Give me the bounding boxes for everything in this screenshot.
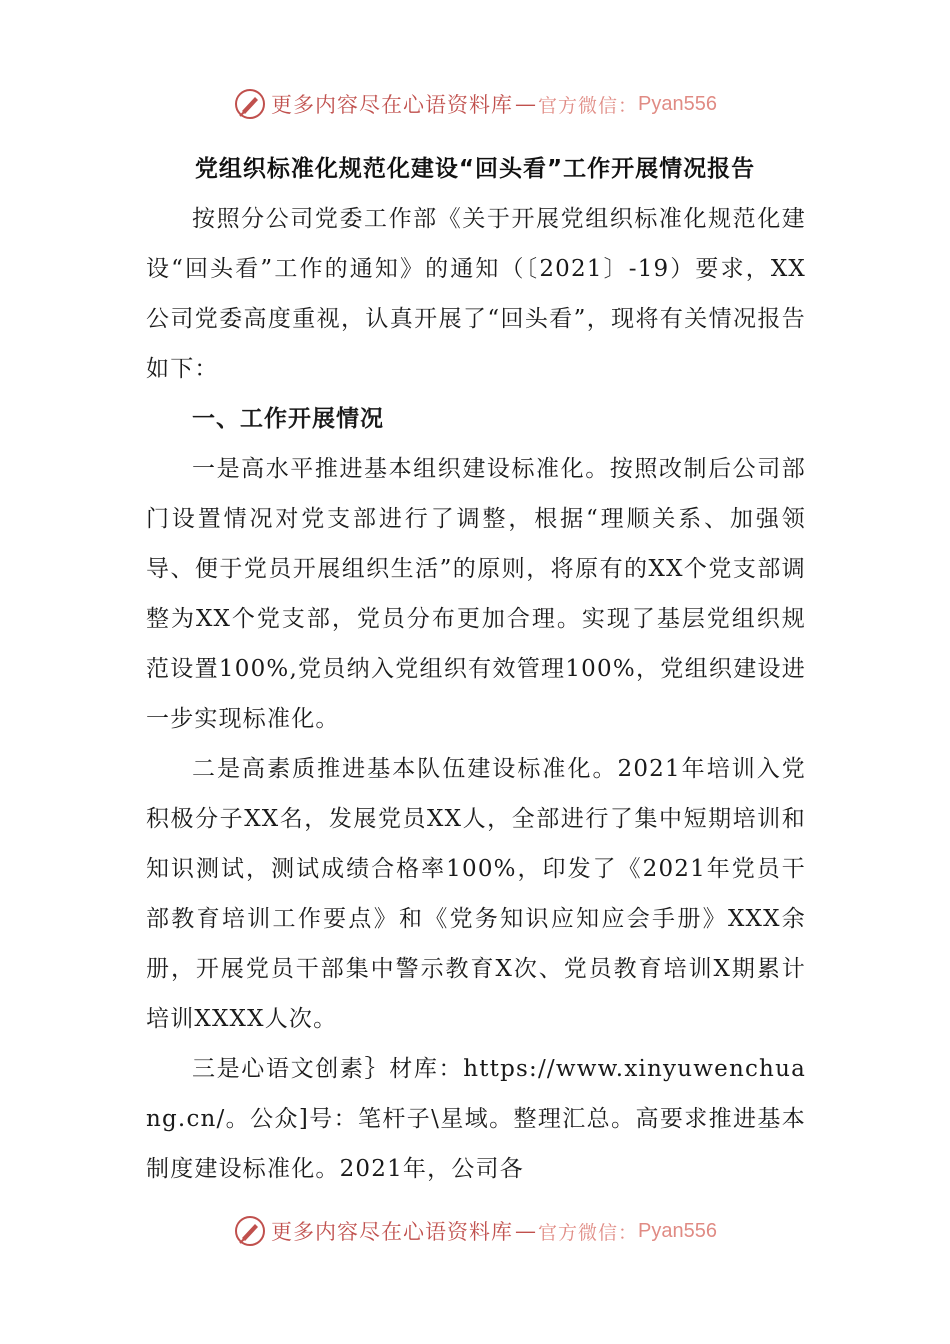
footer-watermark-banner	[0, 1211, 950, 1251]
pen-logo-icon	[233, 1214, 267, 1248]
banner-text: 更多内容尽在心语资料库	[271, 93, 513, 117]
paragraph-1: 一是高水平推进基本组织建设标准化。按照改制后公司部门设置情况对党支部进行了调整，根据“理顺关系、加强领导、便于党员开展组织生活”的原则，将原有的XX个党支部调整为XX个党支部，党员分布更加合理。实现了基层党组织规范设置100%,党员纳入党组织有效管理100%，党组织建设进一步实现标准化。	[146, 456, 806, 732]
banner-label: 官方微信：	[538, 1221, 639, 1244]
paragraph-3: 三是心语文创素｝材库：https://www.xinyuwenchuang.cn/。公众]号：笔杆子\星域。整理汇总。高要求推进基本制度建设标准化。2021年，公司各	[146, 1056, 806, 1182]
banner-separator: —	[515, 1219, 536, 1243]
banner-wechat-id: Pyan556	[638, 92, 717, 115]
header-watermark-banner	[0, 84, 950, 124]
document-body	[146, 194, 806, 1194]
banner-wechat-id: Pyan556	[638, 1219, 717, 1242]
banner-label: 官方微信：	[538, 94, 639, 117]
banner-separator: —	[515, 92, 536, 116]
intro-paragraph: 按照分公司党委工作部《关于开展党组织标准化规范化建设“回头看”工作的通知》的通知（〔2021〕-19）要求，XX公司党委高度重视，认真开展了“回头看”，现将有关情况报告如下：	[146, 206, 806, 382]
pen-logo-icon	[233, 87, 267, 121]
banner-text: 更多内容尽在心语资料库	[271, 1220, 513, 1244]
section-heading: 一、工作开展情况	[192, 406, 384, 432]
paragraph-2: 二是高素质推进基本队伍建设标准化。2021年培训入党积极分子XX名，发展党员XX人，全部进行了集中短期培训和知识测试，测试成绩合格率100%，印发了《2021年党员干部教育培训工作要点》和《党务知识应知应会手册》XXX余册，开展党员干部集中警示教育X次、党员教育培训X期累计培训XXXX人次。	[146, 756, 806, 1032]
document-title: 党组织标准化规范化建设“回头看”工作开展情况报告	[194, 156, 756, 182]
